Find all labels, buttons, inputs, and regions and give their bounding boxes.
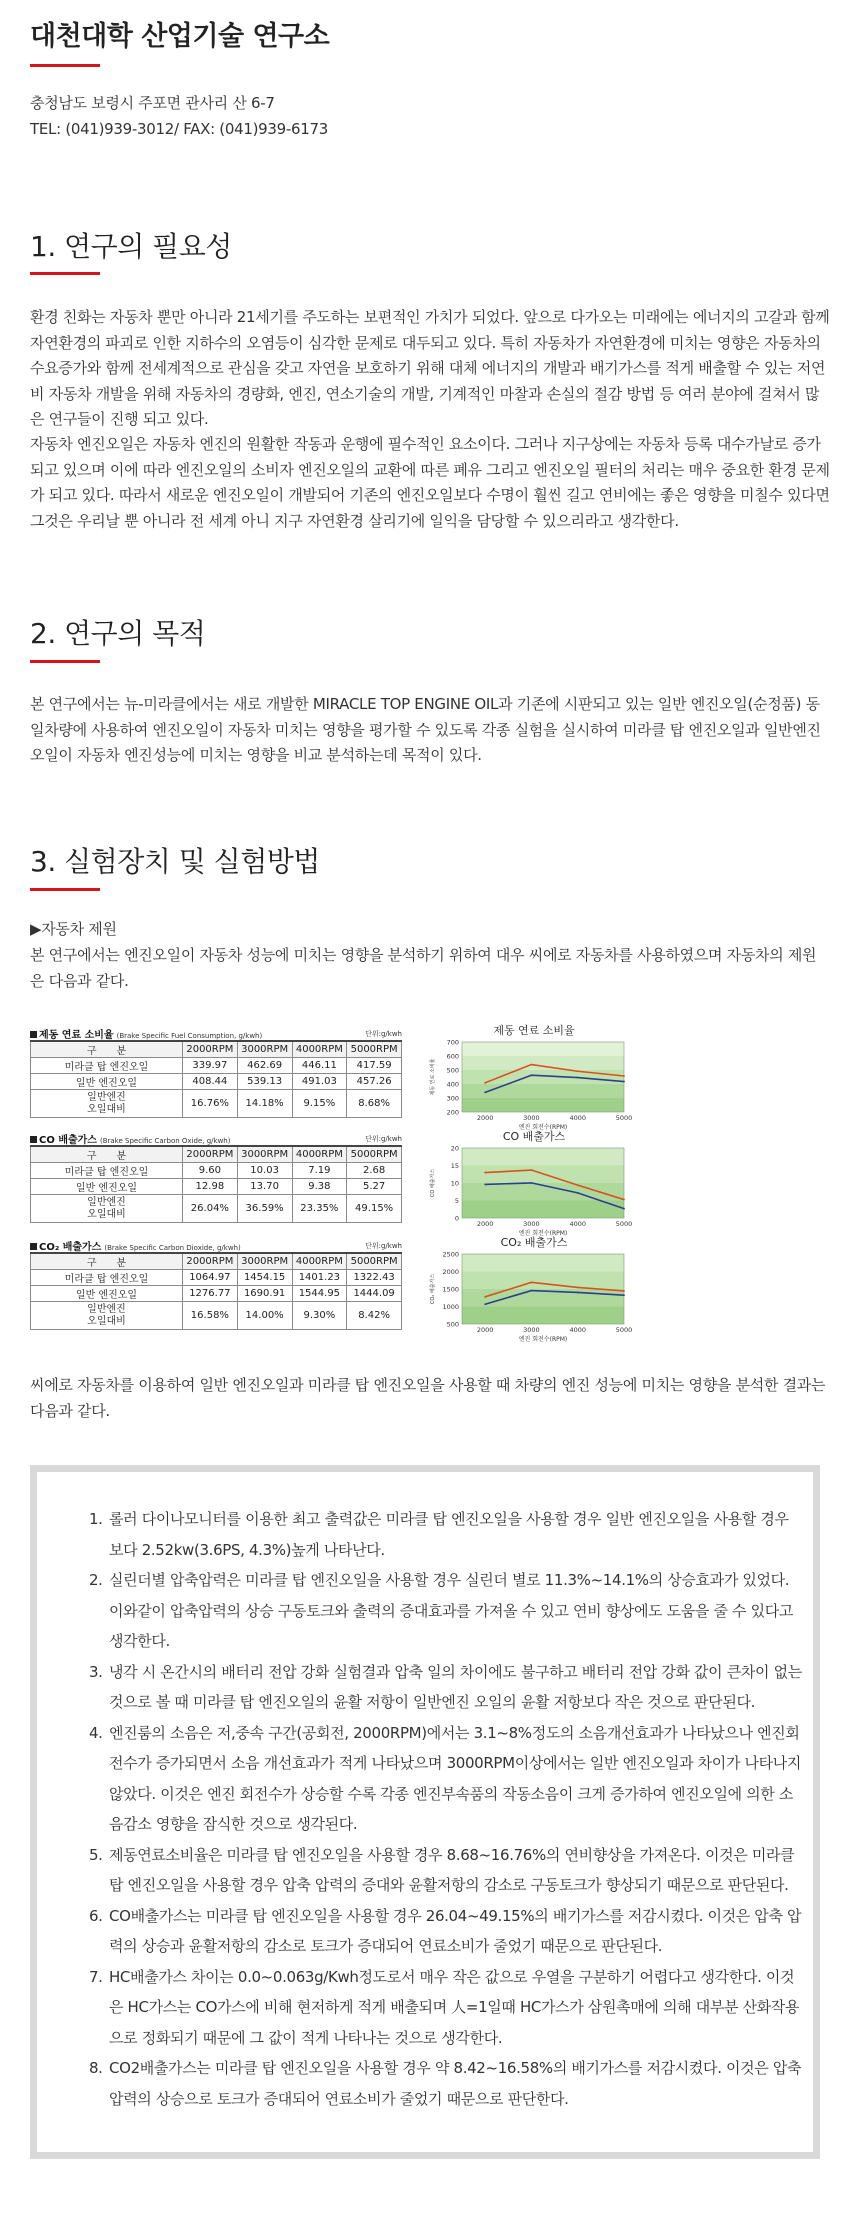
x-tick-label: 5000: [615, 1326, 633, 1334]
y-tick-label: 2500: [442, 1250, 459, 1259]
table-cell: 10.03: [237, 1163, 292, 1179]
column-header: 구 분: [31, 1041, 183, 1058]
x-axis-label: 엔진 회전수(RPM): [518, 1336, 568, 1343]
table-cell: 2.68: [347, 1163, 402, 1179]
row-label: 일반엔진 오일대비: [31, 1090, 183, 1118]
co-emission-table: [30, 1145, 402, 1223]
column-header: 5000RPM: [347, 1041, 402, 1058]
data-point: [623, 1294, 625, 1296]
section-1-paragraph-2: 자동차 엔진오일은 자동차 엔진의 원활한 작동과 운행에 필수적인 요소이다. 그러나 지구상에는 자동차 등록 대수가날로 증가되고 있으며 이에 따라 엔진오일의 소비자 엔진오일의 교환에 따른 폐유 그리고 엔진오일 필터의 처리는 매우 중요한 환경 문제가 되고 있다. 따라서 새로운 엔진오일이 개발되어 기존의 엔진오일보다 수명이 훨씬 길고 연비에는 좋은 영향을 미칠수 있다면 그것은 우리날 뿐 아니라 전 세계 아니 지구 자연환경 살리기에 일익을 담당할 수 있으리라고 생각한다.: [30, 435, 830, 530]
table-subtitle: (Brake Specific Carbon Oxide, g/kwh): [99, 1137, 231, 1145]
table-cell: 8.42%: [347, 1302, 402, 1330]
data-point: [577, 1192, 579, 1194]
column-header: 5000RPM: [347, 1253, 402, 1270]
table-cell: 1401.23: [292, 1270, 347, 1286]
y-tick-label: 500: [446, 1320, 459, 1329]
institute-title: 대천대학 산업기술 연구소: [30, 21, 330, 52]
table-row: [31, 1270, 402, 1286]
y-tick-label: 500: [446, 1066, 459, 1075]
row-label: 일반 엔진오일: [31, 1074, 183, 1090]
table-cell: 12.98: [183, 1179, 238, 1195]
x-tick-label: 2000: [476, 1220, 494, 1228]
y-tick-label: 15: [450, 1162, 459, 1170]
chart-band: [462, 1272, 624, 1290]
data-point: [531, 1169, 533, 1171]
table-cell: 16.76%: [183, 1090, 238, 1118]
chart-title: 제동 연료 소비율: [493, 1024, 575, 1037]
table-cell: 16.58%: [183, 1302, 238, 1330]
x-tick-label: 5000: [615, 1220, 633, 1228]
vehicle-spec-subhead: ▶자동차 제원: [30, 920, 117, 938]
table-row: [31, 1179, 402, 1195]
column-header: 4000RPM: [292, 1253, 347, 1270]
column-header: 3000RPM: [237, 1041, 292, 1058]
results-list: [87, 1504, 805, 2114]
list-item: 7. HC배출가스 차이는 0.0~0.063g/Kwh정도로서 매우 작은 값으로 우열을 구분하기 어렵다고 생각한다. 이것은 HC가스는 CO가스에 비해 현저하게 적게 배출되며 人=1일때 HC가스가 삼원촉매에 의해 대부분 산화작용으로 정화되기 때문에 그 값이 적게 나타나는 것으로 생각한다.: [107, 1962, 805, 2054]
y-tick-label: 400: [446, 1080, 459, 1089]
table-cell: 14.18%: [237, 1090, 292, 1118]
chart-band: [462, 1307, 624, 1325]
fuel-consumption-table: [30, 1040, 402, 1118]
table-row: [31, 1058, 402, 1074]
fuel-consumption-chart-svg: [428, 1038, 633, 1132]
row-label: 미라클 탑 엔진오일: [31, 1058, 183, 1074]
x-tick-label: 2000: [476, 1114, 494, 1122]
table-cell: 23.35%: [292, 1195, 347, 1223]
data-point: [531, 1074, 533, 1076]
chart-band: [462, 1056, 624, 1070]
section-1-paragraph-1: 환경 친화는 자동차 뿐만 아니라 21세기를 주도하는 보편적인 가치가 되었다. 앞으로 다가오는 미래에는 에너지의 고갈과 함께 자연환경의 파괴로 인한 지하수의 오염등이 심각한 문제로 대두되고 있다. 특히 자동차가 자연환경에 미치는 영향은 자동차의 수요증가와 함께 전세계적으로 관심을 갖고 자연을 보호하기 위해 대체 에너지의 개발과 배기가스를 적게 배출할 수 있는 저연비 자동차 개발을 위해 자동차의 경량화, 엔진, 연소기술의 개발, 기계적인 마찰과 손실의 절감 방법 등 여러 분야에 걸쳐서 많은 연구들이 진행 되고 있다.: [30, 308, 830, 428]
table-title: CO₂ 배출가스: [39, 1242, 102, 1253]
row-label: 일반 엔진오일: [31, 1286, 183, 1302]
data-point: [623, 1199, 625, 1201]
co2-emission-table-block: [30, 1238, 402, 1330]
table-cell: 13.70: [237, 1179, 292, 1195]
table-subtitle: (Brake Specific Fuel Consumption, g/kwh): [116, 1032, 263, 1040]
y-tick-label: 700: [446, 1038, 459, 1047]
data-point: [484, 1092, 486, 1094]
section-1-title: 1. 연구의 필요성: [30, 230, 232, 263]
y-tick-label: 1000: [442, 1303, 459, 1311]
table-cell: 462.69: [237, 1058, 292, 1074]
section-3-paragraph-1: 본 연구에서는 엔진오일이 자동차 성능에 미치는 영향을 분석하기 위하여 대우 씨에로 자동차를 사용하였으며 자동차의 제원은 다음과 같다.: [30, 946, 817, 990]
section-1-underline: [30, 272, 100, 275]
table-cell: 5.27: [347, 1179, 402, 1195]
table-unit: 단위:g/kwh: [365, 1030, 402, 1038]
table-cell: 1276.77: [183, 1286, 238, 1302]
section-2-paragraph: 본 연구에서는 뉴-미라클에서는 새로 개발한 MIRACLE TOP ENGINE OIL과 기존에 시판되고 있는 일반 엔진오일(순정품) 동일차량에 사용하여 엔진오일이 자동차 미치는 영향을 평가할 수 있도록 각종 실험을 실시하여 미라클 탑 엔진오일과 일반엔진오일이 자동차 엔진성능에 미치는 영향을 비교 분석하는데 목적이 있다.: [30, 695, 821, 764]
section-3-paragraph-2: 씨에로 자동차를 이용하여 일반 엔진오일과 미라클 탑 엔진오일을 사용할 때 차량의 엔진 성능에 미치는 영향을 분석한 결과는 다음과 같다.: [30, 1376, 826, 1420]
y-tick-label: 200: [446, 1108, 459, 1117]
co2-emission-table: [30, 1252, 402, 1330]
table-row: [31, 1302, 402, 1330]
table-cell: 417.59: [347, 1058, 402, 1074]
chart-band: [462, 1148, 624, 1166]
row-label: 미라클 탑 엔진오일: [31, 1270, 183, 1286]
column-header: 2000RPM: [183, 1253, 238, 1270]
list-item: 6. CO배출가스는 미라클 탑 엔진오일을 사용할 경우 26.04~49.15%의 배기가스를 저감시켰다. 이것은 압축 압력의 상승과 윤활저항의 감소로 토크가 증대되어 연료소비가 줄었기 때문으로 판단된다.: [107, 1901, 805, 1962]
x-tick-label: 4000: [569, 1114, 586, 1122]
table-cell: 9.30%: [292, 1302, 347, 1330]
table-title: CO 배출가스: [39, 1135, 97, 1146]
y-tick-label: 1500: [442, 1285, 459, 1294]
table-row: [31, 1163, 402, 1179]
column-header: 5000RPM: [347, 1146, 402, 1163]
table-cell: 339.97: [183, 1058, 238, 1074]
table-cell: 8.68%: [347, 1090, 402, 1118]
table-title: 제동 연료 소비율: [39, 1030, 114, 1041]
data-point: [484, 1082, 486, 1084]
fuel-consumption-table-block: [30, 1026, 402, 1118]
table-row: [31, 1195, 402, 1223]
data-point: [623, 1208, 625, 1210]
column-header: 2000RPM: [183, 1041, 238, 1058]
list-item: 2. 실린더별 압축압력은 미라클 탑 엔진오일을 사용할 경우 실린더 별로 11.3%~14.1%의 상승효과가 있었다. 이와같이 압축압력의 상승 구동토크와 출력의 증대효과를 가져올 수 있고 연비 향상에도 도움을 줄 수 있다고 생각한다.: [107, 1565, 805, 1657]
list-item: 4. 엔진룸의 소음은 저,중속 구간(공회전, 2000RPM)에서는 3.1~8%정도의 소음개선효과가 나타났으나 엔진회전수가 증가되면서 소음 개선효과가 적게 나타났으며 3000RPM이상에서는 일반 엔진오일과 차이가 나타나지 않았다. 이것은 엔진 회전수가 상승할 수록 각종 엔진부속품의 작동소음이 크게 증가하여 엔진오일에 의한 소음감소 영향을 잠식한 것으로 생각된다.: [107, 1718, 805, 1840]
x-axis-label: 엔진 회전수(RPM): [518, 1230, 568, 1237]
table-unit: 단위:g/kwh: [365, 1135, 402, 1143]
row-label: 일반 엔진오일: [31, 1179, 183, 1195]
list-item: 1. 롤러 다이나모니터를 이용한 최고 출력값은 미라클 탑 엔진오일을 사용할 경우 일반 엔진오일을 사용할 경우 보다 2.52kw(3.6PS, 4.3%)높게 나타난다.: [107, 1504, 805, 1565]
table-cell: 1454.15: [237, 1270, 292, 1286]
row-label: 일반엔진 오일대비: [31, 1195, 183, 1223]
section-2-title: 2. 연구의 목적: [30, 617, 206, 650]
x-tick-label: 2000: [476, 1326, 494, 1334]
y-tick-label: 2000: [442, 1268, 459, 1276]
data-point: [531, 1281, 533, 1283]
table-cell: 1064.97: [183, 1270, 238, 1286]
column-header: 2000RPM: [183, 1146, 238, 1163]
x-tick-label: 4000: [569, 1220, 586, 1228]
square-bullet-icon: [30, 1136, 37, 1143]
list-item: 5. 제동연료소비율은 미라클 탑 엔진오일을 사용할 경우 8.68~16.76%의 연비향상을 가져온다. 이것은 미라클 탑 엔진오일을 사용할 경우 압축 압력의 증대와 윤활저항의 감소로 구동토크가 향상되기 때문으로 판단된다.: [107, 1840, 805, 1901]
data-point: [531, 1182, 533, 1184]
results-box: [30, 1465, 820, 2159]
list-item: 3. 냉각 시 온간시의 배터리 전압 강화 실험결과 압축 일의 차이에도 불구하고 배터리 전압 강화 값이 큰차이 없는 것으로 볼 때 미라클 탑 엔진오일의 윤활 저항이 일반엔진 오일의 윤활 저항보다 작은 것으로 판단된다.: [107, 1657, 805, 1718]
co2-emission-chart-svg: [428, 1250, 633, 1344]
table-cell: 36.59%: [237, 1195, 292, 1223]
table-cell: 1322.43: [347, 1270, 402, 1286]
table-cell: 491.03: [292, 1074, 347, 1090]
row-label: 일반엔진 오일대비: [31, 1302, 183, 1330]
data-point: [623, 1075, 625, 1077]
data-point: [484, 1184, 486, 1186]
contact-text: TEL: (041)939-3012/ FAX: (041)939-6173: [30, 120, 328, 138]
co2-emission-chart: [428, 1234, 633, 1344]
x-tick-label: 3000: [523, 1220, 540, 1228]
table-cell: 9.60: [183, 1163, 238, 1179]
table-row: [31, 1090, 402, 1118]
table-cell: 9.15%: [292, 1090, 347, 1118]
table-cell: 7.19: [292, 1163, 347, 1179]
table-cell: 457.26: [347, 1074, 402, 1090]
section-3-title: 3. 실험장치 및 실험방법: [30, 845, 320, 878]
y-tick-label: 0: [454, 1214, 459, 1223]
chart-band: [462, 1098, 624, 1112]
co-emission-chart-svg: [428, 1144, 633, 1238]
chart-band: [462, 1084, 624, 1098]
chart-title: CO₂ 배출가스: [500, 1236, 568, 1249]
x-axis-label: 엔진 회전수(RPM): [518, 1124, 568, 1131]
data-point: [577, 1287, 579, 1289]
data-point: [484, 1296, 486, 1298]
table-cell: 539.13: [237, 1074, 292, 1090]
y-tick-label: 300: [446, 1094, 459, 1103]
title-underline: [30, 64, 100, 67]
data-point: [623, 1081, 625, 1083]
data-point: [531, 1064, 533, 1066]
x-tick-label: 3000: [523, 1326, 540, 1334]
data-point: [577, 1077, 579, 1079]
data-point: [623, 1290, 625, 1292]
data-point: [577, 1070, 579, 1072]
column-header: 구 분: [31, 1146, 183, 1163]
table-subtitle: (Brake Specific Carbon Dioxide, g/kwh): [104, 1244, 241, 1252]
table-row: [31, 1074, 402, 1090]
list-item: 8. CO2배출가스는 미라클 탑 엔진오일을 사용할 경우 약 8.42~16.58%의 배기가스를 저감시켰다. 이것은 압축 압력의 상승으로 토크가 증대되어 연료소비가 줄었기 때문으로 판단한다.: [107, 2053, 805, 2114]
column-header: 4000RPM: [292, 1041, 347, 1058]
y-axis-label: CO₂ 배출가스: [430, 1273, 436, 1305]
table-cell: 14.00%: [237, 1302, 292, 1330]
table-cell: 1690.91: [237, 1286, 292, 1302]
column-header: 4000RPM: [292, 1146, 347, 1163]
table-cell: 446.11: [292, 1058, 347, 1074]
y-axis-label: CO 배출가스: [430, 1168, 436, 1198]
x-tick-label: 3000: [523, 1114, 540, 1122]
co-emission-chart: [428, 1128, 633, 1238]
section-3-underline: [30, 888, 100, 891]
square-bullet-icon: [30, 1243, 37, 1250]
chart-band: [462, 1042, 624, 1056]
square-bullet-icon: [30, 1031, 37, 1038]
y-tick-label: 20: [450, 1144, 459, 1153]
column-header: 구 분: [31, 1253, 183, 1270]
data-point: [531, 1290, 533, 1292]
table-cell: 1544.95: [292, 1286, 347, 1302]
chart-title: CO 배출가스: [502, 1130, 566, 1143]
data-point: [484, 1303, 486, 1305]
co-emission-table-block: [30, 1131, 402, 1223]
y-tick-label: 5: [454, 1197, 459, 1205]
table-cell: 49.15%: [347, 1195, 402, 1223]
row-label: 미라클 탑 엔진오일: [31, 1163, 183, 1179]
chart-band: [462, 1254, 624, 1272]
chart-band: [462, 1201, 624, 1219]
table-cell: 408.44: [183, 1074, 238, 1090]
data-point: [577, 1292, 579, 1294]
y-tick-label: 600: [446, 1052, 459, 1061]
table-cell: 1444.09: [347, 1286, 402, 1302]
data-point: [577, 1184, 579, 1186]
table-row: [31, 1286, 402, 1302]
table-cell: 9.38: [292, 1179, 347, 1195]
y-axis-label: 제동 연료 소비율: [430, 1058, 436, 1096]
x-tick-label: 4000: [569, 1326, 586, 1334]
address-text: 충청남도 보령시 주포면 관사리 산 6-7: [30, 94, 275, 112]
column-header: 3000RPM: [237, 1146, 292, 1163]
column-header: 3000RPM: [237, 1253, 292, 1270]
section-2-underline: [30, 660, 100, 663]
table-cell: 26.04%: [183, 1195, 238, 1223]
table-unit: 단위:g/kwh: [365, 1242, 402, 1250]
fuel-consumption-chart: [428, 1022, 633, 1132]
x-tick-label: 5000: [615, 1114, 633, 1122]
data-point: [484, 1172, 486, 1174]
y-tick-label: 10: [450, 1179, 459, 1188]
